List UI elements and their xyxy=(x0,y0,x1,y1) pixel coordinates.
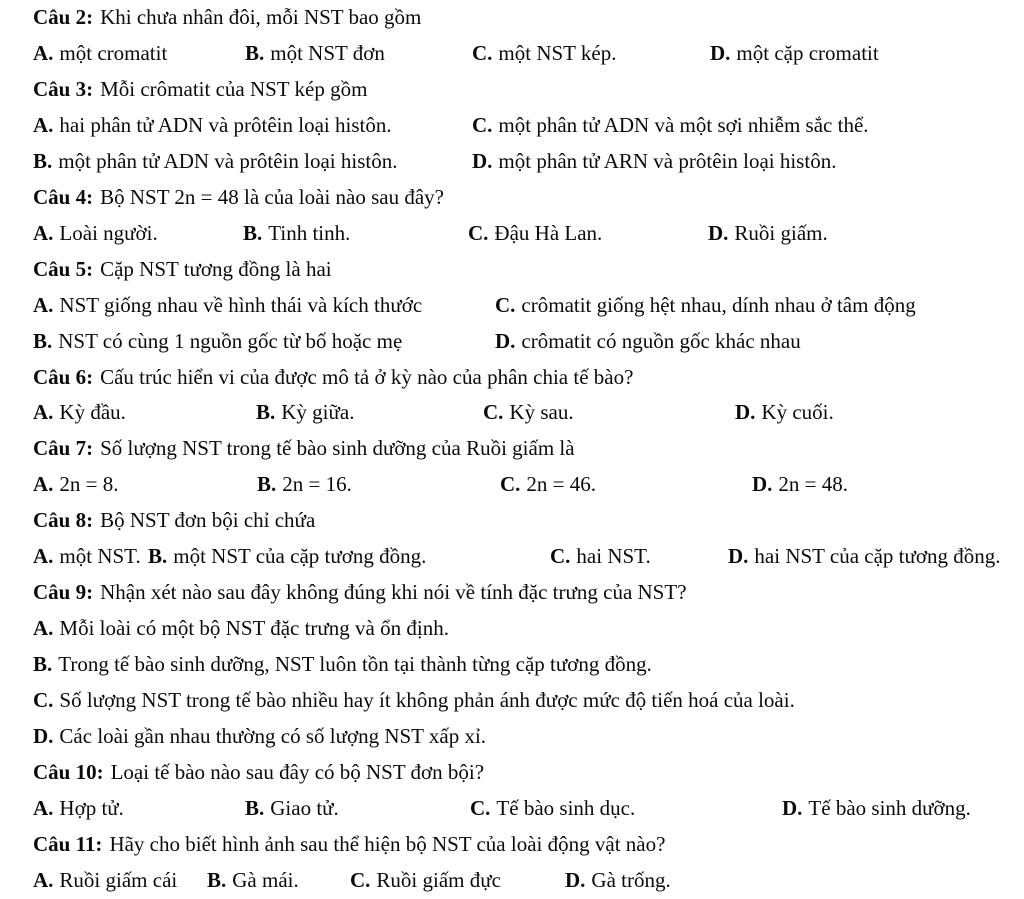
option-d xyxy=(752,467,848,503)
option-letter: B. xyxy=(243,220,263,245)
option-text: Ruồi giấm đực xyxy=(376,867,501,892)
option-letter: B. xyxy=(33,148,53,173)
option-letter: C. xyxy=(550,544,571,569)
option-c xyxy=(33,683,795,719)
question-5-options-row-2 xyxy=(0,324,1024,360)
question-8 xyxy=(0,503,1024,539)
option-letter: A. xyxy=(33,400,54,425)
option-c xyxy=(470,791,635,827)
option-text: một NST đơn xyxy=(270,40,385,65)
option-text: 2n = 8. xyxy=(59,472,119,497)
question-text: Bộ NST đơn bội chỉ chứa xyxy=(100,508,316,533)
option-letter: C. xyxy=(495,292,516,317)
option-c xyxy=(472,108,869,144)
question-text: Loại tế bào nào sau đây có bộ NST đơn bội? xyxy=(110,760,485,785)
option-text: 2n = 46. xyxy=(526,472,597,497)
option-text: Kỳ sau. xyxy=(509,400,574,425)
question-3 xyxy=(0,72,1024,108)
question-label: Câu 3: xyxy=(33,76,94,101)
option-b xyxy=(148,539,426,575)
option-text: Tinh tinh. xyxy=(268,220,351,245)
question-9-option-a xyxy=(0,611,1024,647)
option-d xyxy=(708,216,828,252)
question-label: Câu 11: xyxy=(33,831,103,856)
option-c xyxy=(500,467,596,503)
option-letter: B. xyxy=(256,400,276,425)
option-text: Gà mái. xyxy=(232,867,299,892)
option-letter: B. xyxy=(257,472,277,497)
option-letter: C. xyxy=(472,112,493,137)
option-b xyxy=(245,791,339,827)
option-a xyxy=(33,467,119,503)
option-text: Số lượng NST trong tế bào nhiều hay ít không phản ánh được mức độ tiến hoá của loài. xyxy=(59,688,795,713)
option-letter: C. xyxy=(470,795,491,820)
option-letter: D. xyxy=(710,40,731,65)
option-text: hai NST. xyxy=(576,544,651,569)
option-letter: D. xyxy=(735,400,756,425)
option-b xyxy=(257,467,352,503)
option-text: một phân tử ARN và prôtêin loại histôn. xyxy=(498,148,837,173)
option-letter: A. xyxy=(33,867,54,892)
option-d xyxy=(565,863,671,899)
option-text: Trong tế bào sinh dưỡng, NST luôn tồn tại thành từng cặp tương đồng. xyxy=(58,652,652,677)
option-a xyxy=(33,36,167,72)
question-5-options-row-1 xyxy=(0,288,1024,324)
question-4-options xyxy=(0,216,1024,252)
option-letter: C. xyxy=(33,688,54,713)
option-text: Đậu Hà Lan. xyxy=(494,220,603,245)
question-11-options xyxy=(0,863,1024,899)
option-text: một NST. xyxy=(59,544,141,569)
option-b xyxy=(245,36,385,72)
option-letter: A. xyxy=(33,795,54,820)
question-label: Câu 8: xyxy=(33,508,94,533)
option-text: một cromatit xyxy=(59,40,168,65)
option-letter: B. xyxy=(245,40,265,65)
option-letter: D. xyxy=(565,867,586,892)
option-letter: D. xyxy=(472,148,493,173)
option-text: Loài người. xyxy=(59,220,158,245)
question-10 xyxy=(0,755,1024,791)
option-letter: B. xyxy=(148,544,168,569)
question-6-options xyxy=(0,395,1024,431)
option-b xyxy=(33,324,402,360)
option-letter: C. xyxy=(483,400,504,425)
question-9 xyxy=(0,575,1024,611)
question-4 xyxy=(0,180,1024,216)
option-c xyxy=(350,863,501,899)
option-d xyxy=(472,144,836,180)
option-text: một NST kép. xyxy=(498,40,617,65)
option-text: NST giống nhau về hình thái và kích thước xyxy=(59,292,423,317)
question-5 xyxy=(0,252,1024,288)
option-c xyxy=(472,36,616,72)
question-3-options-row-2 xyxy=(0,144,1024,180)
option-text: Kỳ đầu. xyxy=(59,400,126,425)
option-text: Mỗi loài có một bộ NST đặc trưng và ổn định. xyxy=(59,616,449,641)
option-a xyxy=(33,108,392,144)
option-text: Các loài gần nhau thường có số lượng NST xấp xỉ. xyxy=(59,724,487,749)
question-label: Câu 5: xyxy=(33,256,94,281)
option-text: một cặp cromatit xyxy=(736,40,879,65)
option-letter: A. xyxy=(33,292,54,317)
option-letter: A. xyxy=(33,616,54,641)
option-letter: A. xyxy=(33,40,54,65)
option-text: Tế bào sinh dưỡng. xyxy=(808,795,971,820)
option-text: một phân tử ADN và prôtêin loại histôn. xyxy=(58,148,398,173)
question-7 xyxy=(0,431,1024,467)
option-a xyxy=(33,216,158,252)
option-text: một phân tử ADN và một sợi nhiễm sắc thể. xyxy=(498,112,869,137)
option-text: Tế bào sinh dục. xyxy=(496,795,636,820)
question-text: Hãy cho biết hình ảnh sau thể hiện bộ NST của loài động vật nào? xyxy=(109,831,666,856)
question-label: Câu 6: xyxy=(33,364,94,389)
question-label: Câu 7: xyxy=(33,436,94,461)
option-d xyxy=(495,324,801,360)
option-letter: B. xyxy=(207,867,227,892)
question-text: Cấu trúc hiển vi của được mô tả ở kỳ nào của phân chia tế bào? xyxy=(100,364,634,389)
option-c xyxy=(468,216,602,252)
question-11 xyxy=(0,827,1024,863)
question-text: Mỗi crômatit của NST kép gồm xyxy=(100,76,368,101)
question-8-options xyxy=(0,539,1024,575)
option-a xyxy=(33,288,422,324)
option-d xyxy=(728,539,1000,575)
option-c xyxy=(483,395,574,431)
option-letter: D. xyxy=(782,795,803,820)
option-letter: A. xyxy=(33,220,54,245)
option-d xyxy=(735,395,834,431)
option-c xyxy=(495,288,916,324)
option-letter: D. xyxy=(33,724,54,749)
option-b xyxy=(207,863,299,899)
option-b xyxy=(33,647,652,683)
option-d xyxy=(33,719,486,755)
option-letter: B. xyxy=(33,328,53,353)
question-text: Nhận xét nào sau đây không đúng khi nói về tính đặc trưng của NST? xyxy=(100,580,687,605)
option-letter: B. xyxy=(245,795,265,820)
question-label: Câu 4: xyxy=(33,184,94,209)
option-text: Hợp tử. xyxy=(59,795,124,820)
option-letter: C. xyxy=(500,472,521,497)
option-letter: C. xyxy=(472,40,493,65)
question-9-option-c xyxy=(0,683,1024,719)
option-a xyxy=(33,791,124,827)
question-label: Câu 2: xyxy=(33,5,94,29)
option-letter: C. xyxy=(468,220,489,245)
question-7-options xyxy=(0,467,1024,503)
question-6 xyxy=(0,360,1024,396)
option-text: crômatit giống hệt nhau, dính nhau ở tâm động xyxy=(521,292,916,317)
option-a xyxy=(33,539,141,575)
option-text: Ruồi giấm. xyxy=(734,220,828,245)
option-letter: D. xyxy=(728,544,749,569)
option-text: NST có cùng 1 nguồn gốc từ bố hoặc mẹ xyxy=(58,328,403,353)
option-text: 2n = 16. xyxy=(282,472,352,497)
option-text: Gà trống. xyxy=(591,867,671,892)
option-text: Kỳ giữa. xyxy=(281,400,355,425)
option-a xyxy=(33,863,177,899)
option-a xyxy=(33,611,449,647)
option-letter: A. xyxy=(33,112,54,137)
option-letter: C. xyxy=(350,867,371,892)
option-letter: D. xyxy=(752,472,773,497)
option-text: Ruồi giấm cái xyxy=(59,867,178,892)
question-3-options-row-1 xyxy=(0,108,1024,144)
option-letter: A. xyxy=(33,472,54,497)
question-label: Câu 10: xyxy=(33,760,104,785)
question-text: Số lượng NST trong tế bào sinh dưỡng của Ruồi giấm là xyxy=(100,436,575,461)
option-d xyxy=(710,36,879,72)
question-text: Khi chưa nhân đôi, mỗi NST bao gồm xyxy=(100,5,422,29)
option-b xyxy=(256,395,354,431)
option-b xyxy=(243,216,350,252)
option-text: crômatit có nguồn gốc khác nhau xyxy=(521,328,801,353)
option-text: hai phân tử ADN và prôtêin loại histôn. xyxy=(59,112,392,137)
option-letter: A. xyxy=(33,544,54,569)
question-text: Bộ NST 2n = 48 là của loài nào sau đây? xyxy=(100,184,444,209)
option-text: hai NST của cặp tương đồng. xyxy=(754,544,1001,569)
question-text: Cặp NST tương đồng là hai xyxy=(100,256,332,281)
option-text: 2n = 48. xyxy=(778,472,849,497)
option-letter: B. xyxy=(33,652,53,677)
option-a xyxy=(33,395,126,431)
question-9-option-b xyxy=(0,647,1024,683)
option-text: Giao tử. xyxy=(270,795,339,820)
option-text: một NST của cặp tương đồng. xyxy=(173,544,427,569)
option-letter: D. xyxy=(708,220,729,245)
option-text: Kỳ cuối. xyxy=(761,400,834,425)
option-d xyxy=(782,791,971,827)
option-b xyxy=(33,144,397,180)
question-10-options xyxy=(0,791,1024,827)
question-2 xyxy=(0,0,1024,36)
question-label: Câu 9: xyxy=(33,580,94,605)
question-2-options xyxy=(0,36,1024,72)
question-9-option-d xyxy=(0,719,1024,755)
option-letter: D. xyxy=(495,328,516,353)
option-c xyxy=(550,539,651,575)
